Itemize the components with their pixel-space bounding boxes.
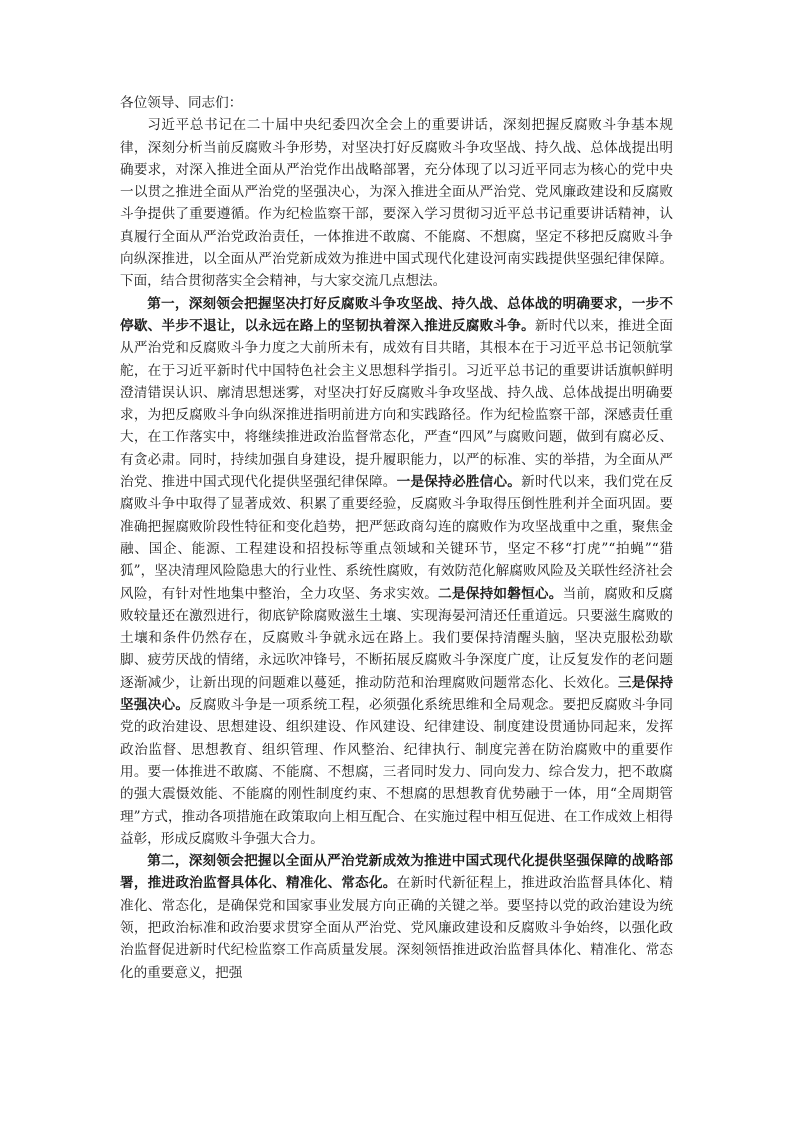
paragraph-text: 新时代以来，我们党在反腐败斗争中取得了显著成效、积累了重要经验，反腐败斗争取得压倒性胜利并全面巩固。要准确把握腐败阶段性特征和变化趋势，把严惩政商勾连的腐败作为攻坚战重中之重，聚焦金融、国企、能源、工程建设和招投标等重点领域和关键环节，坚定不移“打虎”“拍蝇”“猎狐”，坚决清理风险隐患大的行业性、系统性腐败，有效防范化解腐败风险及关联性经济社会风险，有针对性地集中整治，全力攻坚、务求实效。 [120, 474, 674, 602]
paragraph-text: 当前，腐败和反腐败较量还在激烈进行，彻底铲除腐败滋生土壤、实现海晏河清还任重道远。只要滋生腐败的土壤和条件仍然存在，反腐败斗争就永远在路上。我们要保持清醒头脑，坚决克服松劲歇脚、疲劳厌战的情绪，永远吹冲锋号，不断拓展反腐败斗争深度广度，让反复发作的老问题逐渐减少，让新出现的问题难以蔓延，推动防范和治理腐败问题常态化、长效化。 [120, 585, 674, 691]
paragraph-text: 习近平总书记在二十届中央纪委四次全会上的重要讲话，深刻把握反腐败斗争基本规律，深刻分析当前反腐败斗争形势，对坚决打好反腐败斗争攻坚战、持久战、总体战提出明确要求，对深入推进全面从严治党作出战略部署，充分体现了以习近平同志为核心的党中央一以贯之推进全面从严治党的坚强决心，为深入推进全面从严治党、党风廉政建设和反腐败斗争提供了重要遵循。作为纪检监察干部，要深入学习贯彻习近平总书记重要讲话精神，认真履行全面从严治党政治责任，一体推进不敢腐、不能腐、不想腐，坚定不移把反腐败斗争向纵深推进，以全面从严治党新成效为推进中国式现代化建设河南实践提供坚强纪律保障。下面，结合贯彻落实全会精神，与大家交流几点想法。 [120, 117, 673, 290]
section-heading-two: 第二，深刻领会把握以全面从严治党新成效为推进中国式现代化提供坚强保障的战略部署，推进政治监督具体化、精准化、常态化。 [120, 853, 673, 892]
document-body [120, 92, 673, 984]
salutation: 各位领导、同志们： [120, 95, 243, 111]
paragraph-text: 反腐败斗争是一项系统工程，必须强化系统思维和全局观念。要把反腐败斗争同党的政治建设、思想建设、组织建设、作风建设、纪律建设、制度建设贯通协同起来，发挥政治监督、思想教育、组织管理、作风整治、纪律执行、制度完善在防治腐败中的重要作用。要一体推进不敢腐、不能腐、不想腐，三者同时发力、同向发力、综合发力，把不敢腐的强大震慑效能、不能腐的刚性制度约束、不想腐的思想教育优势融于一体，用“全周期管理”方式，推动各项措施在政策取向上相互配合、在实施过程中相互促进、在工作成效上相得益彰，形成反腐败斗争强大合力。 [120, 697, 673, 847]
paragraph-point-two [120, 850, 673, 984]
paragraph-text: 新时代以来，推进全面从严治党和反腐败斗争力度之大前所未有，成效有目共睹，其根本在于习近平总书记领航掌舵，在于习近平新时代中国特色社会主义思想科学指引。习近平总书记的重要讲话旗帜鲜明澄清错误认识、廓清思想迷雾，对坚决打好反腐败斗争攻坚战、持久战、总体战提出明确要求，为把反腐败斗争向纵深推进指明前进方向和实践路径。作为纪检监察干部，深感责任重大，在工作落实中，将继续推进政治监督常态化，严查“四风”与腐败问题，做到有腐必反、有贪必肃。同时，持续加强自身建设，提升履职能力，以严的标准、实的举措，为全面从严治党、推进中国式现代化提供坚强纪律保障。 [120, 317, 674, 491]
section-heading-one: 第一，深刻领会把握坚决打好反腐败斗争攻坚战、持久战、总体战的明确要求，一步不停歇、半步不退让，以永远在路上的坚韧执着深入推进反腐败斗争。 [120, 295, 673, 334]
subpoint-heading-three: 三是保持坚强决心。 [120, 674, 674, 714]
paragraph-point-one [120, 293, 673, 850]
paragraph-intro [120, 114, 673, 292]
subpoint-heading-two: 二是保持如磐恒心。 [438, 585, 563, 602]
paragraph-text: 在新时代新征程上，推进政治监督具体化、精准化、常态化，是确保党和国家事业发展方向正确的关键之举。要坚持以党的政治建设为统领，把政治标准和政治要求贯穿全面从严治党、党风廉政建设和反腐败斗争始终，以强化政治监督促进新时代纪检监察工作高质量发展。深刻领悟推进政治监督具体化、精准化、常态化的重要意义，把强 [120, 875, 674, 981]
subpoint-heading-one: 一是保持必胜信心。 [396, 474, 522, 491]
